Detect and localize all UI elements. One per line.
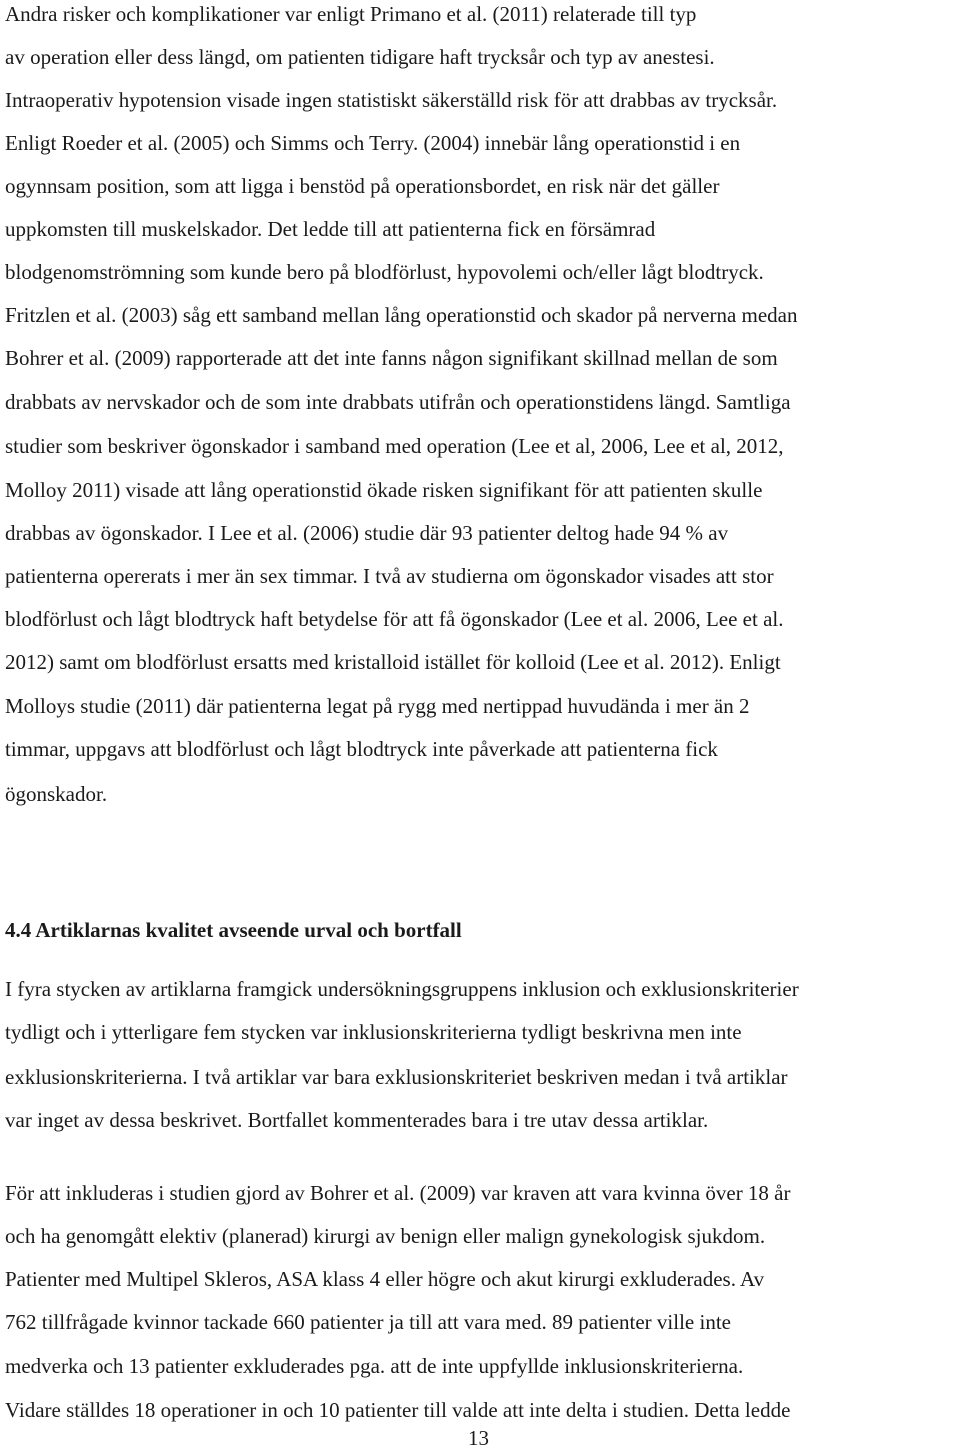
text-line: blodgenomströmning som kunde bero på blodförlust, hypovolemi och/eller lågt blodtryck. <box>5 260 764 284</box>
text-line: tydligt och i ytterligare fem stycken var inklusionskriterierna tydligt beskrivna men inte <box>5 1020 742 1044</box>
text-line: Bohrer et al. (2009) rapporterade att det inte fanns någon signifikant skillnad mellan de som <box>5 346 778 370</box>
text-line: Intraoperativ hypotension visade ingen statistiskt säkerställd risk för att drabbas av trycksår. <box>5 88 778 112</box>
text-line: patienterna opererats i mer än sex timmar. I två av studierna om ögonskador visades att stor <box>5 564 774 588</box>
text-line: drabbats av nervskador och de som inte drabbats utifrån och operationstidens längd. Samtliga <box>5 390 791 414</box>
text-line: av operation eller dess längd, om patienten tidigare haft trycksår och typ av anestesi. <box>5 45 715 69</box>
text-line: Patienter med Multipel Skleros, ASA klass 4 eller högre och akut kirurgi exkluderades. Av <box>5 1267 765 1291</box>
text-line: ogynnsam position, som att ligga i benstöd på operationsbordet, en risk när det gäller <box>5 174 720 198</box>
text-line: Enligt Roeder et al. (2005) och Simms och Terry. (2004) innebär lång operationstid i en <box>5 131 741 155</box>
text-line: Molloy 2011) visade att lång operationstid ökade risken signifikant för att patienten skulle <box>5 478 763 502</box>
text-line: exklusionskriterierna. I två artiklar var bara exklusionskriteriet beskriven medan i två artiklar <box>5 1065 788 1089</box>
text-line: var inget av dessa beskrivet. Bortfallet kommenterades bara i tre utav dessa artiklar. <box>5 1108 709 1132</box>
text-line: timmar, uppgavs att blodförlust och lågt blodtryck inte påverkade att patienterna fick <box>5 737 718 761</box>
section-heading: 4.4 Artiklarnas kvalitet avseende urval och bortfall <box>5 918 462 942</box>
text-line: och ha genomgått elektiv (planerad) kirurgi av benign eller malign gynekologisk sjukdom. <box>5 1224 766 1248</box>
text-line: drabbas av ögonskador. I Lee et al. (2006) studie där 93 patienter deltog hade 94 % av <box>5 521 729 545</box>
text-line: 2012) samt om blodförlust ersatts med kristalloid istället för kolloid (Lee et al. 2012). Enligt <box>5 650 781 674</box>
text-line: I fyra stycken av artiklarna framgick undersökningsgruppens inklusion och exklusionskriterier <box>5 977 799 1001</box>
page-number: 13 <box>468 1426 489 1450</box>
text-line: Andra risker och komplikationer var enligt Primano et al. (2011) relaterade till typ <box>5 2 697 26</box>
text-line: uppkomsten till muskelskador. Det ledde till att patienterna fick en försämrad <box>5 217 656 241</box>
text-line: För att inkluderas i studien gjord av Bohrer et al. (2009) var kraven att vara kvinna över 18 år <box>5 1181 791 1205</box>
text-line: 762 tillfrågade kvinnor tackade 660 patienter ja till att vara med. 89 patienter ville inte <box>5 1310 731 1334</box>
text-line: Vidare ställdes 18 operationer in och 10 patienter till valde att inte delta i studien. Detta ledde <box>5 1398 791 1422</box>
text-line: studier som beskriver ögonskador i samband med operation (Lee et al, 2006, Lee et al, 2012, <box>5 434 784 458</box>
text-line: Fritzlen et al. (2003) såg ett samband mellan lång operationstid och skador på nerverna medan <box>5 303 798 327</box>
text-line: blodförlust och lågt blodtryck haft betydelse för att få ögonskador (Lee et al. 2006, Lee et al. <box>5 607 784 631</box>
text-line: Molloys studie (2011) där patienterna legat på rygg med nertippad huvudända i mer än 2 <box>5 694 750 718</box>
text-line: ögonskador. <box>5 782 108 806</box>
text-line: medverka och 13 patienter exkluderades pga. att de inte uppfyllde inklusionskriterierna. <box>5 1354 744 1378</box>
